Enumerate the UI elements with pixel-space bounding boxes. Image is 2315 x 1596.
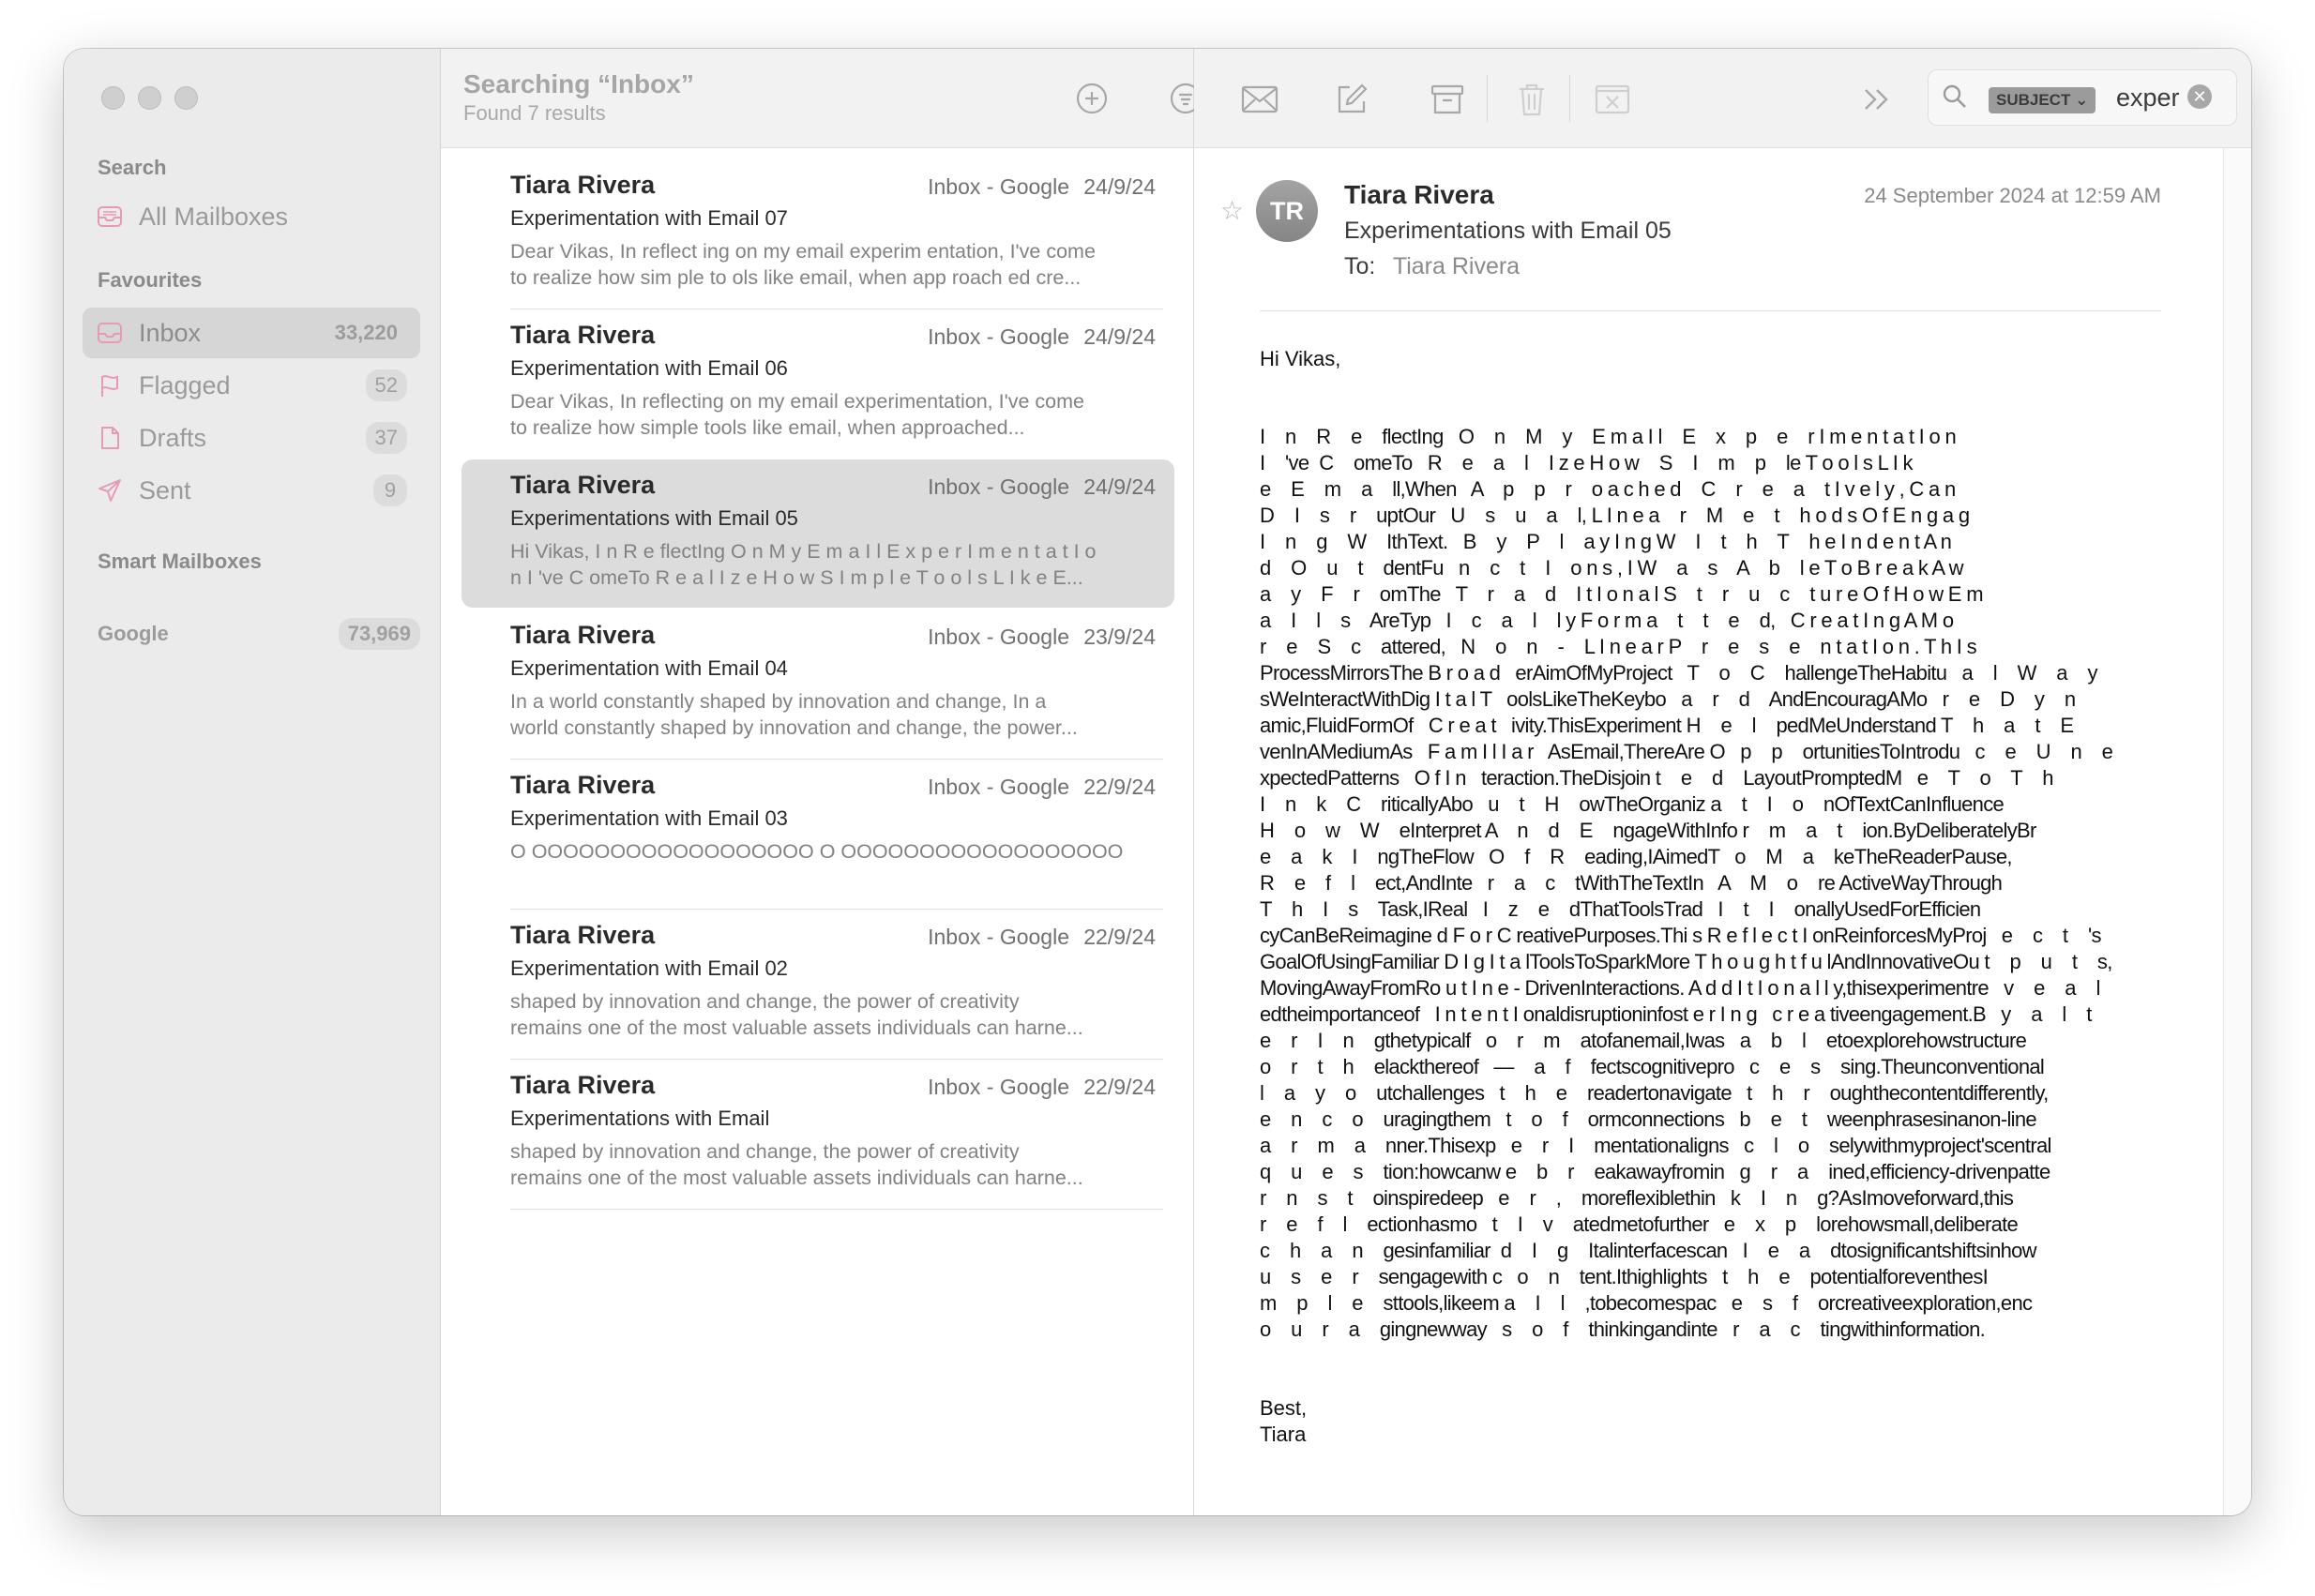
- message-preview: [510, 838, 1148, 865]
- body-line: o u r a gingnewway s o f thinkingandinte r a c tingwithinformation.: [1260, 1317, 1986, 1341]
- message-subject: Experimentations with Email 05: [510, 506, 798, 530]
- header-divider: [1260, 310, 2161, 311]
- message-sender: Tiara Rivera: [510, 621, 656, 649]
- search-icon: [1942, 83, 1970, 112]
- body-line: a I l s AreTyp I c a l l y F o r m a t t e d, C r e a t I n g A M o: [1260, 609, 1954, 632]
- body-line: R e f l ect,AndInte r a c tWithTheTextIn A M o re ActiveWayThrough: [1260, 871, 2003, 895]
- preview-line: to realize how sim ple to ols like email, when app roach ed cre...: [510, 266, 1082, 289]
- message-date: 24/9/24: [1083, 174, 1156, 199]
- body-line: r n s t oinspiredeep e r , moreflexiblethin k I n g?AsImoveforward,this: [1260, 1186, 2014, 1210]
- minimize-window-button[interactable]: [138, 86, 161, 110]
- message-preview: [510, 688, 1148, 741]
- body-line: ProcessMirrorsThe B r o a d erAimOfMyProject T o C hallengeTheHabitu a l W a y: [1260, 661, 2097, 685]
- message-date: 24/9/24: [1083, 324, 1156, 349]
- count-badge: 73,969: [339, 618, 420, 650]
- sidebar: [64, 49, 441, 1515]
- chevron-double-right-icon[interactable]: [1856, 79, 1898, 120]
- message-row[interactable]: [461, 610, 1174, 758]
- message-row[interactable]: [461, 459, 1174, 608]
- body-line: m p l e sttools,likeem a I l ,tobecomespac e s f orcreativeexploration,enc: [1260, 1291, 2033, 1315]
- archive-icon[interactable]: [1427, 79, 1468, 120]
- sidebar-section-favourites: Favourites: [98, 268, 203, 292]
- body-line: D I s r uptOur U s u a l, L I n e a r M e t h o d s O f E n g a g: [1260, 504, 1970, 527]
- sidebar-item-label: Flagged: [139, 370, 231, 399]
- sidebar-section-search: Search: [98, 156, 167, 179]
- message-subject: Experimentation with Email 06: [510, 356, 788, 380]
- body-line: venInAMediumAs F a m I l I a r AsEmail,ThereAre O p p ortunitiesToIntrodu c e U n e: [1260, 740, 2113, 763]
- body-line: I n R e flectIng O n M y E m a I l E x p e r I m e n t a t I o n: [1260, 425, 1956, 448]
- body-line: e n c o uragingthem t o f ormconnections b e t weenphrasesinanon-line: [1260, 1107, 2036, 1131]
- body-line: r e f l ectionhasmo t I v atedmetofurther e x p lorehowsmall,deliberate: [1260, 1212, 2019, 1236]
- body-line: l a y o utchallenges t h e readertonavigate t h r oughthecontentdifferently,: [1260, 1081, 2049, 1105]
- count-badge: 37: [366, 422, 407, 454]
- message-preview: [510, 1138, 1148, 1191]
- toolbar-divider: [1569, 75, 1570, 122]
- message-row[interactable]: [461, 910, 1174, 1058]
- body-line: I 've C omeTo R e a l I z e H o w S I m p le T o o l s L I k: [1260, 451, 1913, 474]
- preview-line: shaped by innovation and change, the power of creativity: [510, 1140, 1020, 1163]
- preview-line: O OOOOOOOOOOOOOOOOOO O OOOOOOOOOOOOOOOOOO: [510, 840, 1124, 863]
- star-icon[interactable]: ☆: [1220, 196, 1245, 225]
- inbox-icon: [96, 319, 124, 347]
- flag-icon: [96, 371, 124, 399]
- preview-line: remains one of the most valuable assets individuals can harne...: [510, 1167, 1083, 1189]
- message-subject: Experimentation with Email 02: [510, 956, 788, 980]
- search-field[interactable]: [1928, 69, 2237, 126]
- message-date: 22/9/24: [1083, 1075, 1156, 1099]
- body-line: u s e r sengagewith c o n tent.Ithighlights t h e potentialforeventhesI: [1260, 1265, 1989, 1288]
- message-subject: Experimentations with Email 05: [1344, 218, 1672, 244]
- message-preview: [510, 988, 1148, 1041]
- body-line: T h I s Task,IReal I z e dThatToolsTrad I t I onallyUsedForEfficien: [1260, 897, 1981, 921]
- body-line: xpectedPatterns O f I n teraction.TheDisjoin t e d LayoutPromptedM e T o T h: [1260, 766, 2053, 790]
- message-row[interactable]: [461, 159, 1174, 308]
- message-sender: Tiara Rivera: [510, 921, 656, 949]
- body-line: e a k I ngTheFlow O f R eading,IAimedT o M a keTheReaderPause,: [1260, 845, 2012, 868]
- sidebar-section-smart-mailboxes: Smart Mailboxes: [98, 550, 262, 573]
- preview-line: shaped by innovation and change, the power of creativity: [510, 990, 1020, 1013]
- sidebar-item-all-mailboxes[interactable]: [83, 191, 420, 242]
- message-subject: Experimentations with Email: [510, 1107, 770, 1130]
- body-line: H o w W eInterpret A n d E ngageWithInfo r m a t ion.ByDeliberatelyBr: [1260, 819, 2036, 842]
- body-line: cyCanBeReimagine d F o r C reativePurposes.Thi s R e f l e c t I onReinforcesMyProj e c t 's: [1260, 924, 2101, 947]
- message-mailbox: Inbox - Google: [928, 775, 1069, 799]
- search-scope-label: SUBJECT: [1996, 91, 2071, 109]
- sender-avatar: TR: [1256, 180, 1318, 242]
- body-line: sWeInteractWithDig I t a l T oolsLikeTheKeybo a r d AndEncouragAMo r e D y n: [1260, 687, 2076, 711]
- body-line: amic,FluidFormOf C r e a t ivity.ThisExperiment H e l pedMeUnderstand T h a t E: [1260, 714, 2074, 737]
- reading-pane: [1194, 49, 2251, 1515]
- greeting: Hi Vikas,: [1260, 347, 1341, 370]
- message-subject: Experimentation with Email 07: [510, 206, 788, 230]
- body-line: q u e s tion:howcanw e b r eakawayfromin g r a ined,efficiency-drivenpatte: [1260, 1160, 2050, 1183]
- signature-block: [1260, 1395, 2198, 1448]
- zoom-window-button[interactable]: [174, 86, 198, 110]
- body-line: edtheimportanceof I n t e n t I onaldisruptioninfost e r I n g c r e a tiveengagement.B y a l t: [1260, 1002, 2092, 1026]
- preview-line: Hi Vikas, I n R e flectIng O n M y E m a I l E x p e r I m e n t a t I o: [510, 540, 1097, 563]
- sender-name: Tiara Rivera: [1344, 180, 1494, 209]
- junk-icon[interactable]: [1592, 79, 1633, 120]
- body-line: r e S c attered, N o n - L I n e a r P r e s e n t a t I o n . T h I s: [1260, 635, 1976, 658]
- message-row[interactable]: [461, 1060, 1174, 1208]
- message-mailbox: Inbox - Google: [928, 324, 1069, 349]
- message-date: 24 September 2024 at 12:59 AM: [1864, 184, 2161, 207]
- signature-name: Tiara: [1260, 1423, 1307, 1446]
- sidebar-item-label: Drafts: [139, 423, 207, 452]
- message-sender: Tiara Rivera: [510, 1071, 656, 1099]
- message-mailbox: Inbox - Google: [928, 1075, 1069, 1099]
- body-line: c h a n gesinfamiliar d I g Italinterfacescan I e a dtosignificantshiftsinhow: [1260, 1239, 2036, 1262]
- message-preview: [510, 538, 1148, 591]
- message-subject: Experimentation with Email 04: [510, 656, 788, 680]
- message-list-pane: [441, 49, 1194, 1515]
- sidebar-item-label: Google: [98, 622, 169, 645]
- signoff: Best,: [1260, 1396, 1308, 1420]
- message-mailbox: Inbox - Google: [928, 474, 1069, 499]
- body-line: a r m a nner.Thisexp e r I mentationaligns c l o selywithmyproject'scentral: [1260, 1134, 2051, 1157]
- count-badge: 52: [366, 369, 407, 401]
- close-window-button[interactable]: [101, 86, 125, 110]
- preview-line: world constantly shaped by innovation and change, the power...: [510, 716, 1078, 739]
- body-line: e E m a ll,When A p p r o a c h e d C r e a t I v e l y , C a n: [1260, 477, 1956, 501]
- trash-icon[interactable]: [1511, 79, 1552, 120]
- preview-line: n I 've C omeTo R e a l I z e H o w S I m p l e T o o l s L I k e E...: [510, 566, 1083, 589]
- sidebar-item-flagged[interactable]: [83, 360, 420, 411]
- message-date: 22/9/24: [1083, 775, 1156, 799]
- clear-search-icon[interactable]: ✕: [2187, 84, 2212, 109]
- body-line: I n g W IthText. B y P l a y I n g W I t h T h e I n d e n t A n: [1260, 530, 1952, 553]
- message-mailbox: Inbox - Google: [928, 925, 1069, 949]
- body-line: e r I n gthetypicalf o r m atofanemail,Iwas a b l etoexplorehowstructure: [1260, 1029, 2027, 1052]
- message-date: 23/9/24: [1083, 625, 1156, 649]
- reader-toolbar: [1194, 49, 2251, 148]
- body-line: a y F r omThe T r a d I t I o n a l S t r u c t u r e O f H o w E m: [1260, 582, 1983, 606]
- preview-line: to realize how simple tools like email, when approached...: [510, 416, 1025, 439]
- preview-line: In a world constantly shaped by innovation and change, In a: [510, 690, 1047, 713]
- message-mailbox: Inbox - Google: [928, 625, 1069, 649]
- search-query[interactable]: exper: [2116, 83, 2180, 112]
- document-icon: [96, 424, 124, 452]
- message-row[interactable]: [461, 760, 1174, 908]
- sidebar-item-sent[interactable]: [83, 465, 420, 516]
- body-line: GoalOfUsingFamiliar D I g I t a lToolsToSparkMore T h o u g h t f u lAndInnovativeOu t p u t s,: [1260, 950, 2112, 973]
- envelope-icon[interactable]: [1239, 79, 1280, 120]
- recipient-line: [1344, 253, 1520, 280]
- preview-line: Dear Vikas, In reflecting on my email experimentation, I've come: [510, 390, 1084, 413]
- message-date: 24/9/24: [1083, 474, 1156, 499]
- mail-window: [64, 49, 2251, 1515]
- result-count: Found 7 results: [463, 101, 606, 125]
- message-subject: Experimentation with Email 03: [510, 806, 788, 830]
- preview-line: Dear Vikas, In reflect ing on my email experim entation, I've come: [510, 240, 1096, 263]
- body-line: I n k C riticallyAbo u t H owTheOrganiz a t I o nOfTextCanInfluence: [1260, 792, 2005, 816]
- paper-plane-icon: [96, 476, 124, 504]
- sidebar-item-label: All Mailboxes: [139, 202, 289, 231]
- body-line: d O u t dentFu n c t I o n s , I W a s A b l e T o B r e a k A w: [1260, 556, 1963, 580]
- recipient-name[interactable]: Tiara Rivera: [1392, 253, 1521, 279]
- toolbar-divider: [1487, 75, 1488, 122]
- message-row[interactable]: [461, 309, 1174, 458]
- scrollbar[interactable]: [2223, 148, 2251, 1515]
- body-line: o r t h elackthereof — a f fectscognitivepro c e s sing.Theunconventional: [1260, 1055, 2045, 1078]
- row-divider: [510, 1209, 1163, 1210]
- search-scope-token[interactable]: [1989, 87, 2096, 113]
- message-date: 22/9/24: [1083, 925, 1156, 949]
- message-body: [1260, 347, 2198, 1448]
- sidebar-item-inbox[interactable]: [83, 308, 420, 358]
- sidebar-item-drafts[interactable]: [83, 413, 420, 463]
- message-sender: Tiara Rivera: [510, 471, 656, 499]
- compose-icon[interactable]: [1331, 79, 1372, 120]
- sidebar-item-google[interactable]: [98, 611, 420, 656]
- message-sender: Tiara Rivera: [510, 321, 656, 349]
- message-mailbox: Inbox - Google: [928, 174, 1069, 199]
- body-paragraph: [1260, 424, 2198, 1343]
- window-controls: [101, 86, 198, 110]
- count-badge: 9: [373, 474, 407, 506]
- unread-count-badge: 33,220: [334, 321, 398, 344]
- sidebar-item-label: Inbox: [139, 318, 202, 347]
- tray-icon: [96, 203, 124, 231]
- body-line: MovingAwayFromRo u t I n e - DrivenInteractions. A d d I t I o n a l l y,thisexperimentre v e a l: [1260, 976, 2100, 1000]
- list-title: Searching “Inbox”: [463, 69, 694, 98]
- add-icon[interactable]: [1073, 80, 1111, 117]
- to-label: To:: [1344, 253, 1376, 279]
- message-preview: [510, 388, 1148, 441]
- sidebar-item-label: Sent: [139, 475, 191, 504]
- chevron-down-icon: ⌄: [2070, 91, 2089, 109]
- preview-line: remains one of the most valuable assets individuals can harne...: [510, 1016, 1083, 1039]
- list-toolbar: [441, 49, 1193, 148]
- message-sender: Tiara Rivera: [510, 171, 656, 199]
- message-preview: [510, 238, 1148, 291]
- message-sender: Tiara Rivera: [510, 771, 656, 799]
